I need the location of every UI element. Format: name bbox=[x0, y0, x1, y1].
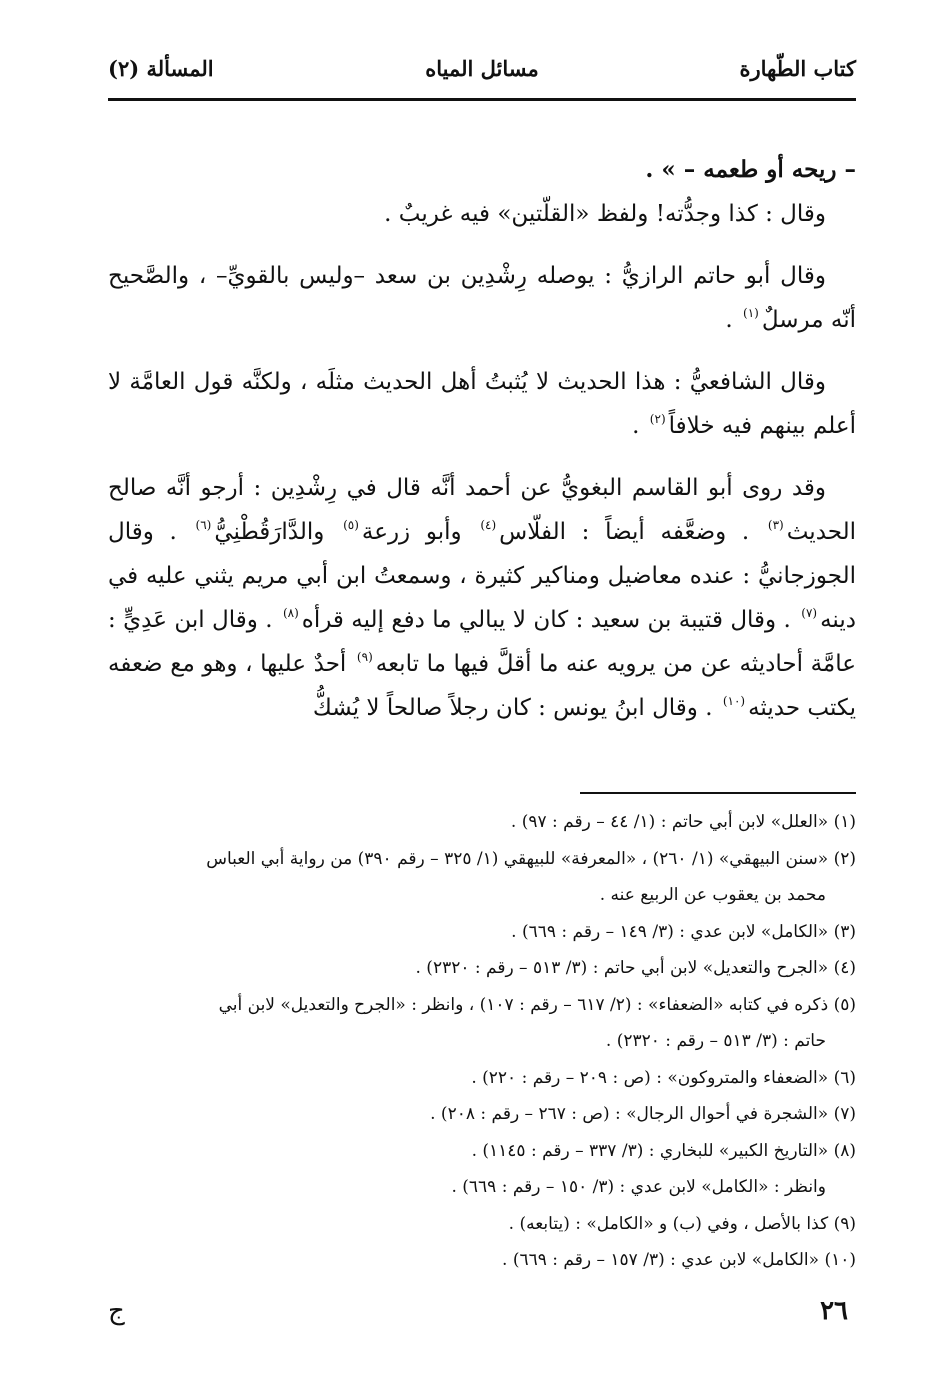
header-issue-number: المسألة (٢) bbox=[108, 56, 214, 81]
paragraph-5-text-f: . وقال قتيبة بن سعيد : كان لا يبالي ما دفع إليه قرأه bbox=[301, 607, 799, 633]
footnote-ref-10: (١٠) bbox=[722, 694, 746, 708]
paragraph-5-text-i: . وقال ابنُ يونس : كان رجلاً صالحاً لا يُشكُّ bbox=[312, 695, 720, 721]
signature-mark: ج bbox=[108, 1296, 125, 1326]
paragraph-5-text-b: . وضعَّفه أيضاً : الفلّاس bbox=[499, 519, 765, 545]
paragraph-4 bbox=[108, 360, 856, 448]
footnote-ref-4: (٤) bbox=[480, 518, 497, 532]
footnote-8: (٨) «التاريخ الكبير» للبخاري : (٣/ ٣٣٧ – رقم : ١١٤٥) . bbox=[471, 1140, 856, 1161]
footnote-2: (٢) «سنن البيهقي» (١/ ٢٦٠) ، «المعرفة» للبيهقي (١/ ٣٢٥ – رقم ٣٩٠) من رواية أبي العباس bbox=[206, 848, 856, 869]
paragraph-5-text-a: وقد روى أبو القاسم البغويُّ عن أحمد أنَّه قال في رِشْدِين : أرجو أنَّه صالح الحديث bbox=[108, 475, 857, 545]
footnote-8-continuation: وانظر : «الكامل» لابن عدي : (٣/ ١٥٠ – رقم : ٦٦٩) . bbox=[451, 1177, 826, 1197]
paragraph-1 bbox=[108, 148, 856, 192]
footnote-10: (١٠) «الكامل» لابن عدي : (٣/ ١٥٧ – رقم : ٦٦٩) . bbox=[502, 1250, 856, 1270]
footnote-5-continuation: حاتم : (٣/ ٥١٣ – رقم : ٢٣٢٠) . bbox=[605, 1031, 826, 1051]
footnote-ref-2: (٢) bbox=[649, 412, 666, 426]
header-book-title: كتاب الطّهارة bbox=[739, 56, 856, 81]
paragraph-5-text-h: أحدٌ عليها ، وهو مع ضعفه يكتب حديثه bbox=[108, 651, 856, 721]
paragraph-4-text: وقال الشافعيُّ : هذا الحديث لا يُثبتُ أهل الحديث مثلَه ، ولكنَّه قول العامَّة لا أعلم بينهم فيه خلافاً bbox=[108, 369, 856, 439]
paragraph-5-text-g: . وقال ابن عَدِيٍّ : عامَّة أحاديثه عن من يرويه عنه ما أقلَّ فيها ما تابعه bbox=[108, 607, 856, 677]
header-chapter-title: مسائل المياه bbox=[425, 56, 539, 81]
footnote-separator bbox=[580, 792, 856, 794]
footnote-9: (٩) كذا بالأصل ، وفي (ب) و «الكامل» : (يتابعه) . bbox=[508, 1213, 856, 1234]
footnote-1: (١) «العلل» لابن أبي حاتم : (١/ ٤٤ – رقم : ٩٧) . bbox=[510, 812, 856, 832]
footnote-ref-8: (٨) bbox=[282, 606, 299, 620]
footnote-ref-3: (٣) bbox=[767, 518, 784, 532]
footnote-ref-5: (٥) bbox=[343, 518, 359, 532]
page-number: ٢٦ bbox=[820, 1296, 848, 1326]
footnote-7: (٧) «الشجرة في أحوال الرجال» : (ص : ٢٦٧ – رقم : ٢٠٨) . bbox=[430, 1104, 856, 1124]
running-header bbox=[108, 56, 856, 96]
footnote-5: (٥) ذكره في كتابه «الضعفاء» : (٢/ ٦١٧ – رقم : ١٠٧) ، وانظر : «الجرح والتعديل» لابن أبي bbox=[218, 994, 856, 1015]
footnote-3: (٣) «الكامل» لابن عدي : (٣/ ١٤٩ – رقم : ٦٦٩) . bbox=[511, 921, 856, 942]
header-rule bbox=[108, 98, 856, 101]
footnote-ref-1: (١) bbox=[743, 306, 759, 320]
paragraph-5 bbox=[108, 466, 856, 730]
paragraph-4-end: . bbox=[632, 413, 647, 439]
main-text bbox=[108, 148, 856, 730]
footnote-2-continuation: محمد بن يعقوب عن الربيع عنه . bbox=[599, 885, 826, 905]
paragraph-3-end: . bbox=[725, 307, 741, 333]
paragraph-5-text-e: . وقال الجوزجانيُّ : عنده معاضيل ومناكير كثيرة ، وسمعتُ ابن أبي مريم يثني عليه في دينه bbox=[108, 519, 856, 633]
footnote-ref-9: (٩) bbox=[356, 650, 373, 664]
paragraph-3-text: وقال أبو حاتم الرازيُّ : يوصله رِشْدِين بن سعد –وليس بالقويِّ– ، والصَّحيح أنّه مرسلٌ bbox=[108, 263, 856, 333]
footnotes bbox=[108, 804, 856, 1279]
paragraph-5-text-d: والدَّارَقُطْنِيُّ bbox=[214, 519, 341, 545]
footnote-4: (٤) «الجرح والتعديل» لابن أبي حاتم : (٣/ ٥١٣ – رقم : ٢٣٢٠) . bbox=[415, 958, 856, 978]
paragraph-2: وقال : كذا وجدُّته! ولفظ «القلّتين» فيه غريبٌ . bbox=[384, 201, 826, 227]
paragraph-5-text-c: وأبو زرعة bbox=[361, 519, 478, 545]
footnote-6: (٦) «الضعفاء والمتروكون» : (ص : ٢٠٩ – رقم : ٢٢٠) . bbox=[471, 1067, 856, 1088]
paragraph-1-text: – ريحه أو طعمه – » . bbox=[645, 156, 856, 183]
paragraph-3 bbox=[108, 254, 856, 342]
footnote-ref-6: (٦) bbox=[195, 518, 212, 532]
footnote-ref-7: (٧) bbox=[801, 606, 818, 620]
